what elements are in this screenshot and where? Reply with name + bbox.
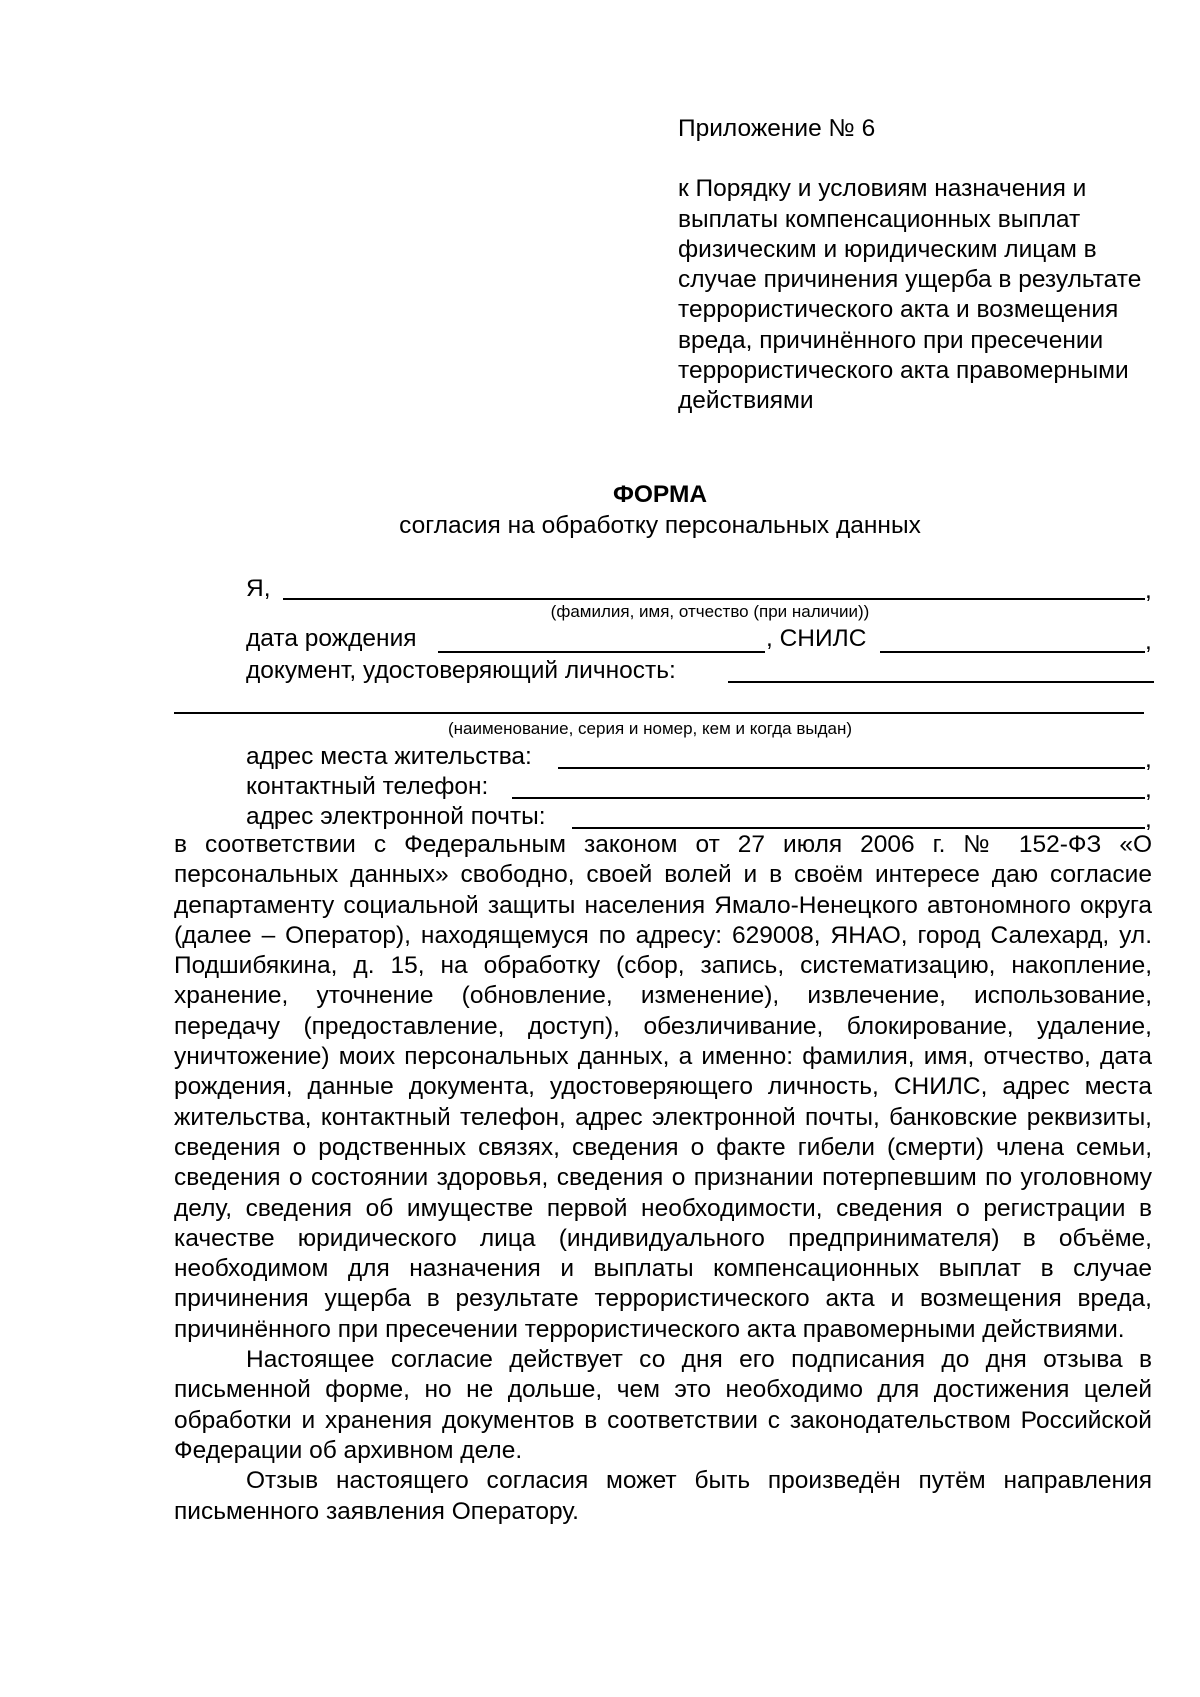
fio-comma: ,	[1145, 577, 1152, 604]
fio-label: Я,	[246, 575, 271, 602]
birth-label: дата рождения	[246, 625, 417, 652]
address-label: адрес места жительства:	[246, 743, 532, 770]
consent-paragraph-3: Отзыв настоящего согласия может быть произведён путём направления письменного заявления Оператору.	[174, 1467, 1152, 1525]
document-label: документ, удостоверяющий личность:	[246, 657, 676, 684]
phone-comma: ,	[1145, 776, 1152, 803]
consent-paragraph-2: Настоящее согласие действует со дня его подписания до дня отзыва в письменной форме, но не дольше, чем это необходимо для достижения целей обработки и хранения документов в соответствии с законодательством Российской Федерации об архивном деле.	[174, 1346, 1152, 1464]
form-title: ФОРМА	[612, 481, 708, 508]
snils-field[interactable]	[880, 651, 1145, 653]
consent-body	[174, 830, 1152, 1527]
email-label: адрес электронной почты:	[246, 803, 546, 830]
appendix-text: к Порядку и условиям назначения и выплаты компенсационных выплат физическим и юридическим лицам в случае причинения ущерба в результате террористического акта и возмещения вреда, причинённого при пресечении террористического акта правомерными действиями	[678, 175, 1142, 415]
snils-label: , СНИЛС	[766, 625, 867, 652]
document-field[interactable]	[728, 681, 1154, 683]
document-hint: (наименование, серия и номер, кем и когда выдан)	[447, 719, 852, 738]
form-subtitle: согласия на обработку персональных данных	[399, 512, 921, 539]
document-field-continued[interactable]	[174, 712, 1144, 714]
email-field[interactable]	[572, 827, 1145, 829]
email-comma: ,	[1145, 806, 1152, 833]
snils-comma: ,	[1145, 628, 1152, 655]
fio-field[interactable]	[283, 598, 1145, 600]
address-comma: ,	[1145, 746, 1152, 773]
appendix-block	[678, 114, 1178, 417]
birth-date-field[interactable]	[438, 651, 765, 653]
phone-field[interactable]	[512, 797, 1145, 799]
phone-label: контактный телефон:	[246, 773, 489, 800]
consent-paragraph-1: в соответствии с Федеральным законом от 27 июля 2006 г. № 152-ФЗ «О персональных данных» свободно, своей волей и в своём интересе даю согласие департаменту социальной защиты населения Ямало-Ненецкого автономного округа (далее – Оператор), находящемуся по адресу: 629008, ЯНАО, город Салехард, ул. Подшибякина, д. 15, на обработку (сбор, запись, систематизацию, накопление, хранение, уточнение (обновление, изменение), извлечение, использование, передачу (предоставление, доступ), обезличивание, блокирование, удаление, уничтожение) моих персональных данных, а именно: фамилия, имя, отчество, дата рождения, данные документа, удостоверяющего личность, СНИЛС, адрес места жительства, контактный телефон, адрес электронной почты, банковские реквизиты, сведения о родственных связях, сведения о факте гибели (смерти) члена семьи, сведения о состоянии здоровья, сведения о признании потерпевшим по уголовному делу, сведения об имуществе первой необходимости, сведения о регистрации в качестве юридического лица (индивидуального предпринимателя) в объёме, необходимом для назначения и выплаты компенсационных выплат в случае причинения ущерба в результате террористического акта и возмещения вреда, причинённого при пресечении террористического акта правомерными действиями.	[174, 831, 1152, 1343]
appendix-number: Приложение № 6	[678, 115, 876, 142]
fio-hint: (фамилия, имя, отчество (при наличии))	[550, 602, 870, 621]
address-field[interactable]	[558, 767, 1145, 769]
